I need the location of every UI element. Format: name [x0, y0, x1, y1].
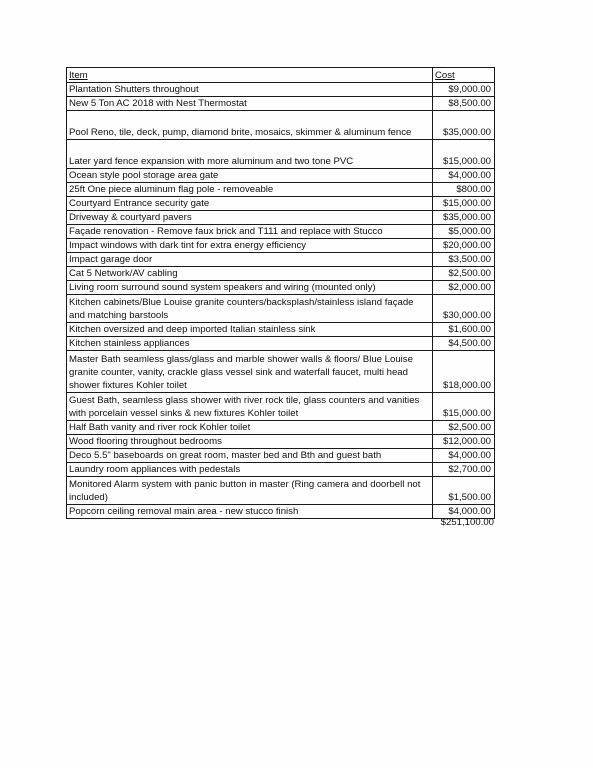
item-cell: New 5 Ton AC 2018 with Nest Thermostat	[67, 97, 433, 111]
table-row	[67, 449, 495, 463]
cost-cell: $3,500.00	[433, 253, 495, 267]
cost-cell: $35,000.00	[433, 111, 495, 140]
cost-cell: $4,000.00	[433, 505, 495, 519]
cost-cell: $18,000.00	[433, 351, 495, 393]
table-row	[67, 197, 495, 211]
item-cell: Driveway & courtyard pavers	[67, 211, 433, 225]
cost-cell: $4,500.00	[433, 337, 495, 351]
table-row	[67, 435, 495, 449]
table-row	[67, 183, 495, 197]
cost-cell: $2,700.00	[433, 463, 495, 477]
table-row	[67, 211, 495, 225]
item-cell: Courtyard Entrance security gate	[67, 197, 433, 211]
item-cell: Deco 5.5" baseboards on great room, master bed and Bth and guest bath	[67, 449, 433, 463]
item-cell: Façade renovation - Remove faux brick and T111 and replace with Stucco	[67, 225, 433, 239]
table-row	[67, 111, 495, 140]
table-row	[67, 225, 495, 239]
item-cell: 25ft One piece aluminum flag pole - removeable	[67, 183, 433, 197]
table-row	[67, 281, 495, 295]
table-row	[67, 253, 495, 267]
cost-cell: $800.00	[433, 183, 495, 197]
table-row	[67, 169, 495, 183]
table-row	[67, 83, 495, 97]
item-cell: Plantation Shutters throughout	[67, 83, 433, 97]
item-cell: Half Bath vanity and river rock Kohler toilet	[67, 421, 433, 435]
cost-cell: $4,000.00	[433, 169, 495, 183]
cost-column-header: Cost	[433, 68, 495, 83]
cost-cell: $15,000.00	[433, 140, 495, 169]
cost-cell: $30,000.00	[433, 295, 495, 323]
item-cell: Later yard fence expansion with more aluminum and two tone PVC	[67, 140, 433, 169]
item-cell: Ocean style pool storage area gate	[67, 169, 433, 183]
table-header-row	[67, 68, 495, 83]
cost-cell: $2,500.00	[433, 267, 495, 281]
total-cost: $251,100.00	[440, 517, 494, 528]
item-cell: Master Bath seamless glass/glass and marble shower walls & floors/ Blue Louise granite counter, vanity, crackle glass vessel sink and waterfall faucet, multi head shower fixtures Kohler toilet	[67, 351, 433, 393]
item-cell: Impact windows with dark tint for extra energy efficiency	[67, 239, 433, 253]
table-row	[67, 295, 495, 323]
table-row	[67, 140, 495, 169]
table-row	[67, 337, 495, 351]
item-cell: Cat 5 Network/AV cabling	[67, 267, 433, 281]
cost-cell: $9,000.00	[433, 83, 495, 97]
item-cell: Pool Reno, tile, deck, pump, diamond brite, mosaics, skimmer & aluminum fence	[67, 111, 433, 140]
table-row	[67, 463, 495, 477]
cost-cell: $12,000.00	[433, 435, 495, 449]
cost-cell: $2,000.00	[433, 281, 495, 295]
cost-cell: $15,000.00	[433, 197, 495, 211]
cost-cell: $1,600.00	[433, 323, 495, 337]
table-row	[67, 477, 495, 505]
table-row	[67, 505, 495, 519]
cost-cell: $8,500.00	[433, 97, 495, 111]
cost-cell: $4,000.00	[433, 449, 495, 463]
item-cell: Living room surround sound system speakers and wiring (mounted only)	[67, 281, 433, 295]
item-cell: Wood flooring throughout bedrooms	[67, 435, 433, 449]
table-row	[67, 393, 495, 421]
item-cell: Popcorn ceiling removal main area - new stucco finish	[67, 505, 433, 519]
table-row	[67, 239, 495, 253]
item-cell: Guest Bath, seamless glass shower with river rock tile, glass counters and vanities with porcelain vessel sinks & new fixtures Kohler toilet	[67, 393, 433, 421]
item-cell: Kitchen stainless appliances	[67, 337, 433, 351]
item-cell: Kitchen oversized and deep imported Italian stainless sink	[67, 323, 433, 337]
table-row	[67, 421, 495, 435]
table-row	[67, 351, 495, 393]
item-cell: Laundry room appliances with pedestals	[67, 463, 433, 477]
cost-cell: $20,000.00	[433, 239, 495, 253]
cost-cell: $2,500.00	[433, 421, 495, 435]
cost-table	[66, 67, 495, 519]
cost-cell: $1,500.00	[433, 477, 495, 505]
table-row	[67, 323, 495, 337]
item-cell: Monitored Alarm system with panic button in master (Ring camera and doorbell not included)	[67, 477, 433, 505]
cost-cell: $15,000.00	[433, 393, 495, 421]
table-row	[67, 267, 495, 281]
item-cell: Kitchen cabinets/Blue Louise granite counters/backsplash/stainless island façade and matching barstools	[67, 295, 433, 323]
item-cell: Impact garage door	[67, 253, 433, 267]
table-row	[67, 97, 495, 111]
item-column-header: Item	[67, 68, 433, 83]
cost-cell: $5,000.00	[433, 225, 495, 239]
cost-cell: $35,000.00	[433, 211, 495, 225]
